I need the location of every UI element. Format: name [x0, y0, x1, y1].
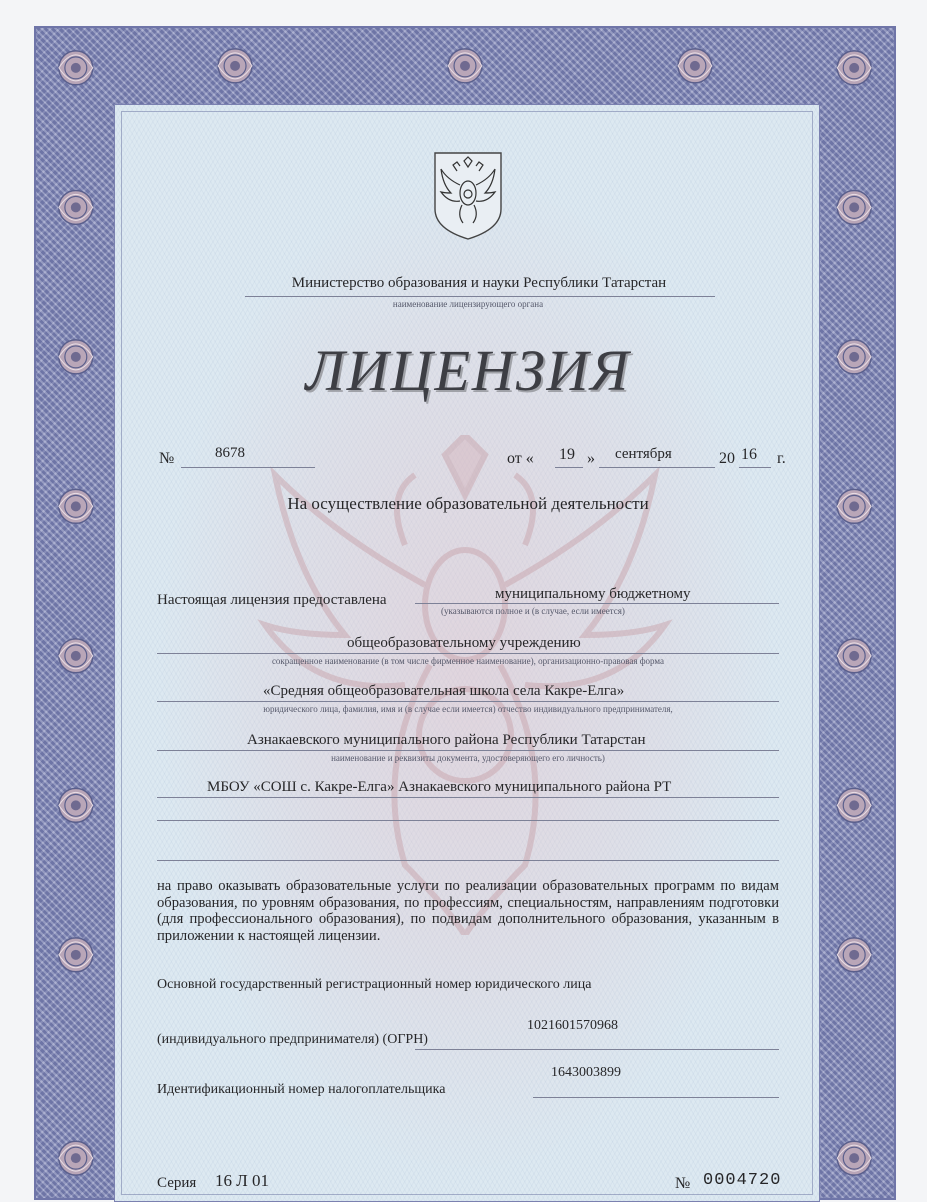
- grantee-underline-2: [157, 653, 779, 654]
- license-number-sign: №: [159, 450, 175, 467]
- license-document: [34, 26, 896, 1200]
- blank-underline-1: [157, 820, 779, 821]
- date-suffix: г.: [777, 450, 786, 467]
- grantee-caption-2: сокращенное наименование (в том числе фирменное наименование), организационно-правовая форма: [271, 656, 665, 666]
- date-day: 19: [559, 446, 575, 463]
- series-label: Серия: [157, 1175, 197, 1191]
- grantee-caption-3: юридического лица, фамилия, имя и (в случае если имеется) отчество индивидуального предпринимателя,: [263, 704, 673, 714]
- date-year-underline: [739, 467, 771, 468]
- blank-number: 0004720: [703, 1171, 782, 1190]
- date-month-underline: [599, 467, 715, 468]
- ogrn-underline: [415, 1049, 779, 1050]
- date-year-prefix: 20: [719, 450, 735, 467]
- grantee-line-2: общеобразовательному учреждению: [347, 635, 581, 651]
- grantee-caption-1: (указываются полное и (в случае, если имеется): [441, 606, 625, 616]
- grantee-underline-3: [157, 701, 779, 702]
- grantee-underline-1: [415, 603, 779, 604]
- grantee-underline-4: [157, 750, 779, 751]
- license-number-underline: [181, 467, 315, 468]
- date-from-label: от «: [507, 450, 534, 467]
- series-value: 16 Л 01: [215, 1171, 270, 1190]
- organization-short-name: МБОУ «СОШ с. Какре-Елга» Азнакаевского муниципального района РТ: [207, 779, 672, 795]
- license-number: 8678: [215, 445, 245, 461]
- blank-number-sign: №: [675, 1175, 691, 1192]
- ogrn-label-line-2: (индивидуального предпринимателя) (ОГРН): [157, 1032, 428, 1047]
- organization-name: «Средняя общеобразовательная школа села Какре-Елга»: [263, 683, 625, 699]
- date-day-close: »: [587, 450, 595, 467]
- licensed-activity: На осуществление образовательной деятельности: [287, 494, 649, 513]
- inn-underline: [533, 1097, 779, 1098]
- coat-of-arms-icon: [431, 149, 505, 241]
- granted-label: Настоящая лицензия предоставлена: [157, 592, 387, 608]
- ogrn-value: 1021601570968: [527, 1018, 618, 1033]
- rights-statement: на право оказывать образовательные услуги по реализации образовательных программ по видам образования, по уровням образования, по профессиям, специальностям, направлениям подготовки (для профессионального образования), по подвидам дополнительного образования, указанным в приложении к настоящей лицензии.: [157, 878, 779, 944]
- grantee-caption-4: наименование и реквизиты документа, удостоверяющего его личность): [331, 753, 605, 763]
- authority-underline: [245, 296, 715, 297]
- license-paper: [114, 104, 820, 1202]
- date-month: сентября: [615, 446, 672, 462]
- authority-caption: наименование лицензирующего органа: [392, 299, 544, 309]
- document-title: ЛИЦЕНЗИЯ: [305, 338, 631, 403]
- inn-value: 1643003899: [551, 1065, 621, 1080]
- date-year: 16: [741, 446, 757, 463]
- blank-underline-2: [157, 860, 779, 861]
- grantee-line-1: муниципальному бюджетному: [495, 586, 691, 602]
- licensing-authority: Министерство образования и науки Республики Татарстан: [291, 275, 667, 291]
- ogrn-label-line-1: Основной государственный регистрационный номер юридического лица: [157, 977, 592, 992]
- organization-district: Азнакаевского муниципального района Республики Татарстан: [247, 732, 646, 748]
- date-day-underline: [555, 467, 583, 468]
- grantee-underline-5: [157, 797, 779, 798]
- inn-label: Идентификационный номер налогоплательщика: [157, 1082, 446, 1097]
